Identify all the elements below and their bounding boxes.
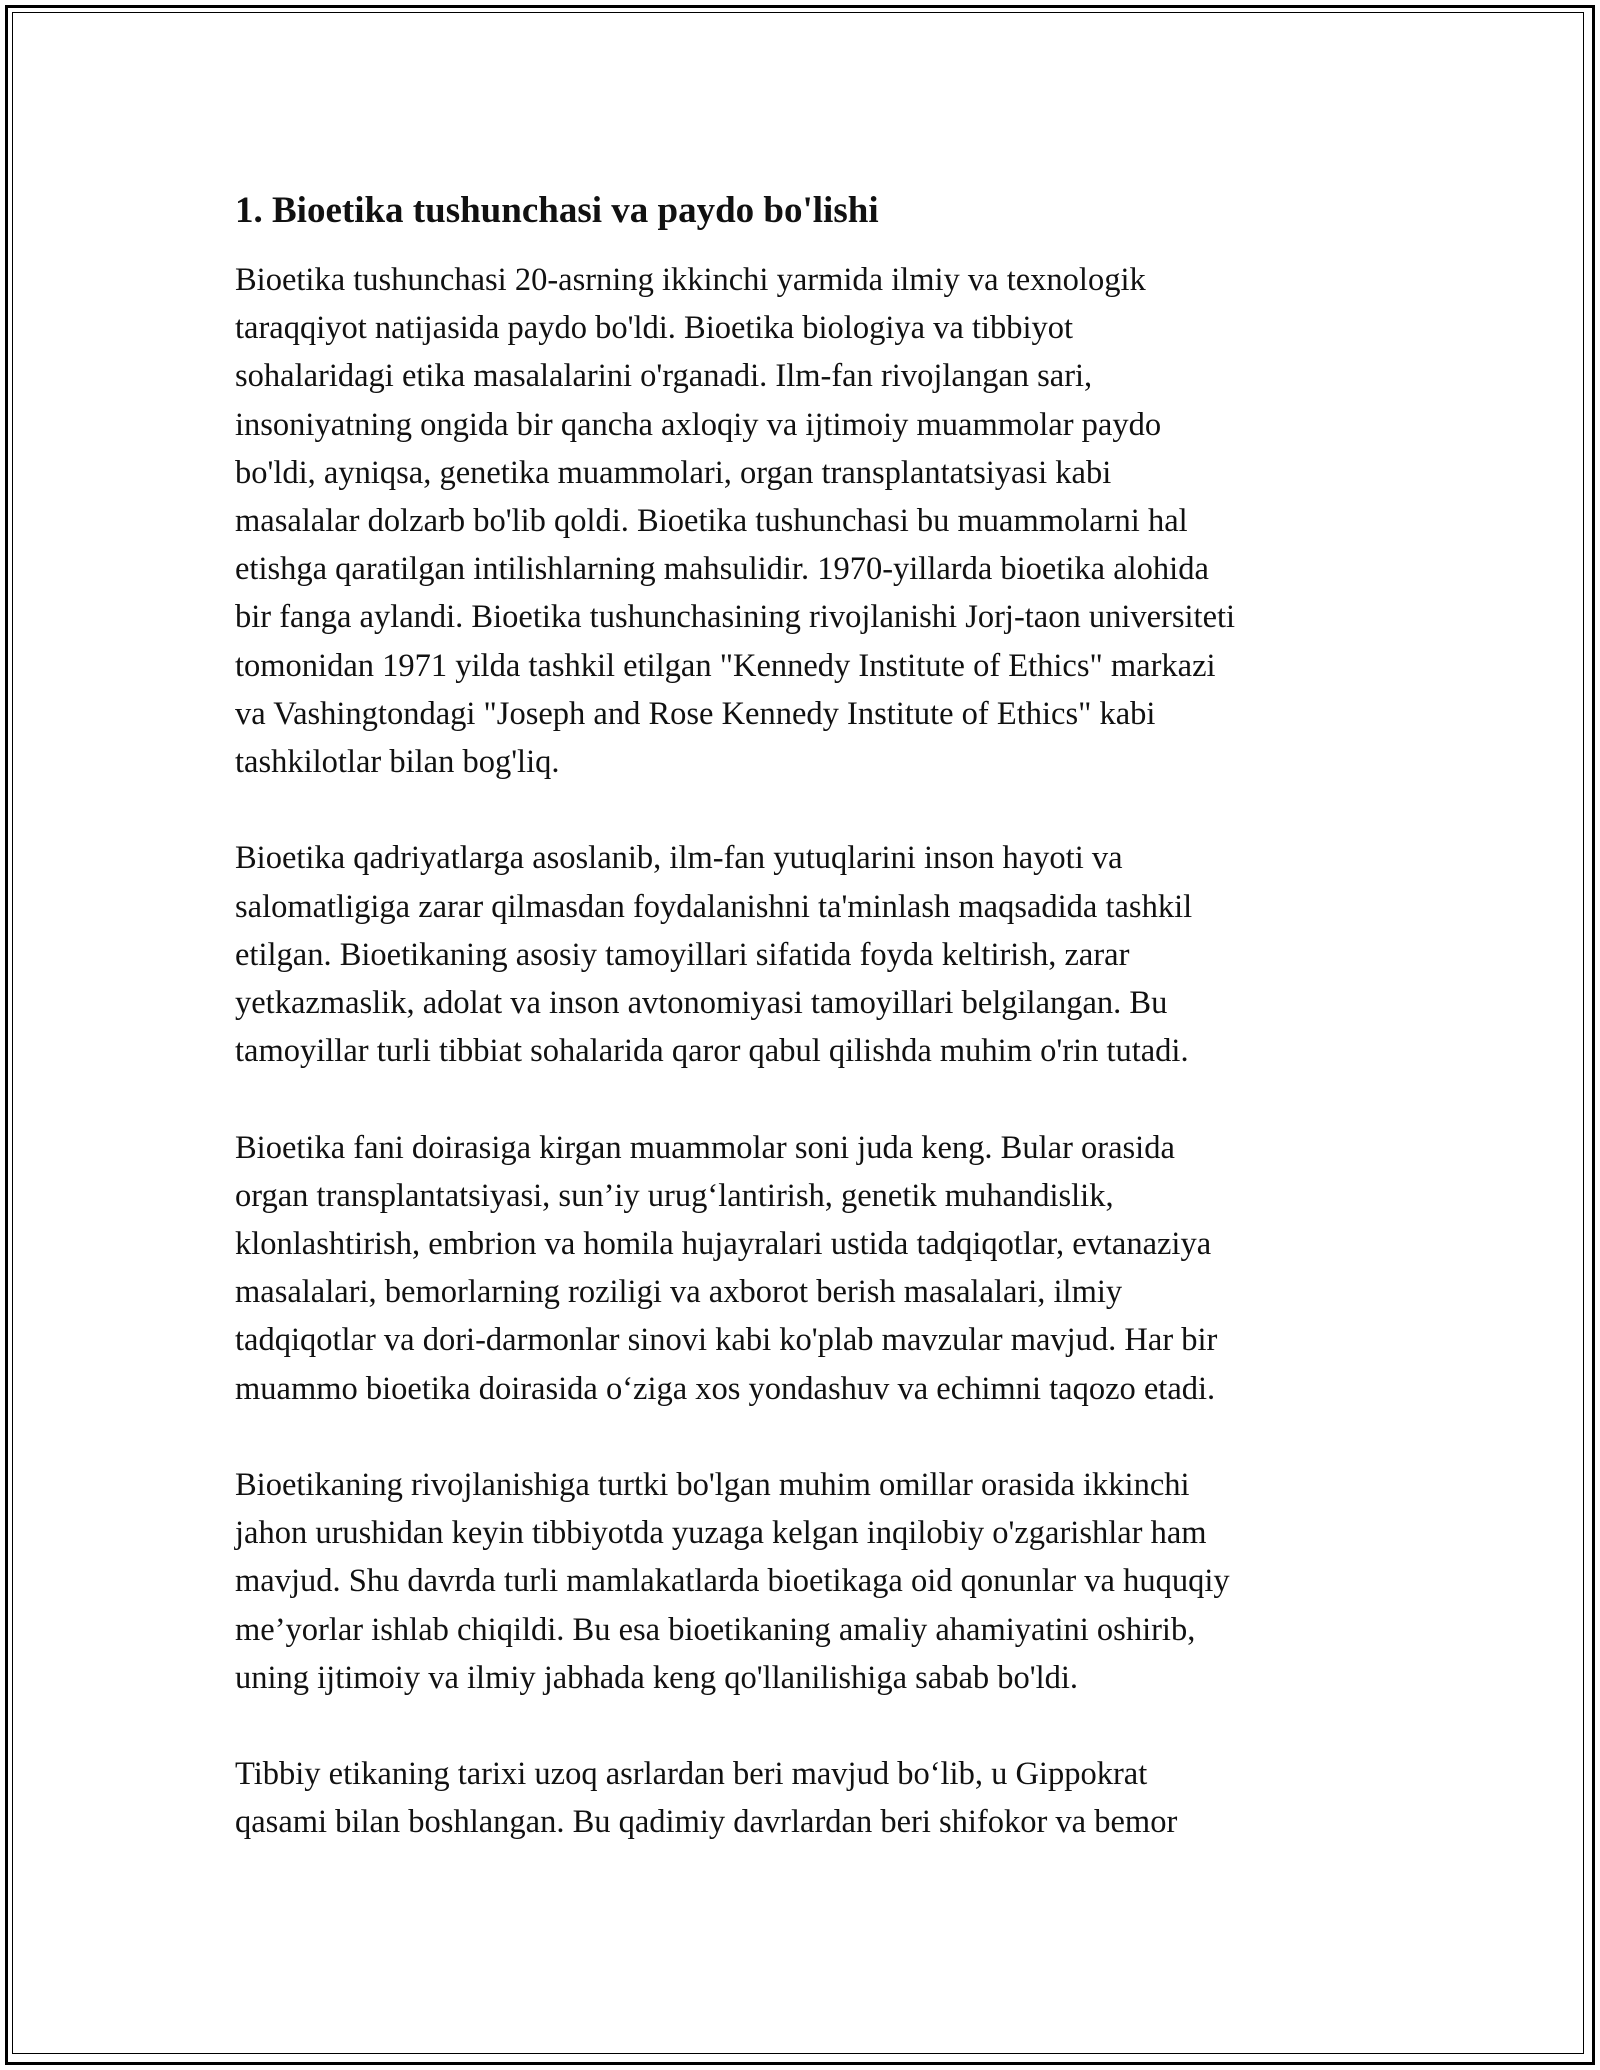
text-line: insoniyatning ongida bir qancha axloqiy va ijtimoiy muammolar paydo <box>235 406 1162 443</box>
text-line: yetkazmaslik, adolat va inson avtonomiyasi tamoyillari belgilangan. Bu <box>235 985 1168 1022</box>
text-line: tamoyillar turli tibbiat sohalarida qaror qabul qilishda muhim o'rin tutadi. <box>235 1033 1189 1070</box>
text-line: taraqqiyot natijasida paydo bo'ldi. Bioetika biologiya va tibbiyot <box>235 310 1074 347</box>
text-line: tashkilotlar bilan bog'liq. <box>235 744 560 781</box>
text-line: masalalar dolzarb bo'lib qoldi. Bioetika tushunchasi bu muammolarni hal <box>235 503 1188 540</box>
paragraph-3 <box>235 1124 1375 1413</box>
text-line: mavjud. Shu davrda turli mamlakatlarda bioetikaga oid qonunlar va huquqiy <box>235 1563 1230 1600</box>
section-heading: 1. Bioetika tushunchasi va paydo bo'lishi <box>235 190 879 231</box>
text-line: Bioetika fani doirasiga kirgan muammolar soni juda keng. Bular orasida <box>235 1129 1175 1166</box>
paragraph-5 <box>235 1750 1375 1846</box>
text-line: etishga qaratilgan intilishlarning mahsulidir. 1970-yillarda bioetika alohida <box>235 551 1209 588</box>
text-line: Tibbiy etikaning tarixi uzoq asrlardan beri mavjud bo‘lib, u Gippokrat <box>235 1756 1148 1793</box>
text-line: tadqiqotlar va dori-darmonlar sinovi kabi ko'plab mavzular mavjud. Har bir <box>235 1322 1218 1359</box>
text-line: va Vashingtondagi "Joseph and Rose Kennedy Institute of Ethics" kabi <box>235 695 1156 732</box>
text-line: uning ijtimoiy va ilmiy jabhada keng qo'llanilishiga sabab bo'ldi. <box>235 1659 1079 1696</box>
text-line: salomatligiga zarar qilmasdan foydalanishni ta'minlash maqsadida tashkil <box>235 888 1193 925</box>
text-line: tomonidan 1971 yilda tashkil etilgan "Kennedy Institute of Ethics" markazi <box>235 647 1216 684</box>
text-line: masalalari, bemorlarning roziligi va axborot berish masalalari, ilmiy <box>235 1274 1123 1311</box>
paragraph-2 <box>235 834 1375 1075</box>
text-line: bir fanga aylandi. Bioetika tushunchasining rivojlanishi Jorj-taon universiteti <box>235 599 1236 636</box>
document-body <box>235 186 1375 1895</box>
text-line: Bioetika tushunchasi 20-asrning ikkinchi yarmida ilmiy va texnologik <box>235 262 1146 298</box>
paragraph-4 <box>235 1461 1375 1702</box>
paragraph-1 <box>235 256 1375 786</box>
text-line: me’yorlar ishlab chiqildi. Bu esa bioetikaning amaliy ahamiyatini oshirib, <box>235 1611 1196 1648</box>
text-line: klonlashtirish, embrion va homila hujayralari ustida tadqiqotlar, evtanaziya <box>235 1226 1212 1263</box>
text-line: organ transplantatsiyasi, sun’iy urug‘lantirish, genetik muhandislik, <box>235 1177 1114 1214</box>
text-line: Bioetikaning rivojlanishiga turtki bo'lgan muhim omillar orasida ikkinchi <box>235 1467 1190 1504</box>
text-line: sohalaridagi etika masalalarini o'rganadi. Ilm-fan rivojlangan sari, <box>235 358 1093 395</box>
text-line: qasami bilan boshlangan. Bu qadimiy davrlardan beri shifokor va bemor <box>235 1804 1178 1841</box>
text-line: etilgan. Bioetikaning asosiy tamoyillari sifatida foyda keltirish, zarar <box>235 936 1130 973</box>
text-line: Bioetika qadriyatlarga asoslanib, ilm-fan yutuqlarini inson hayoti va <box>235 840 1123 877</box>
text-line: muammo bioetika doirasida o‘ziga xos yondashuv va echimni taqozo etadi. <box>235 1370 1216 1407</box>
text-line: jahon urushidan keyin tibbiyotda yuzaga kelgan inqilobiy o'zgarishlar ham <box>235 1515 1207 1552</box>
text-line: bo'ldi, ayniqsa, genetika muammolari, organ transplantatsiyasi kabi <box>235 454 1112 491</box>
